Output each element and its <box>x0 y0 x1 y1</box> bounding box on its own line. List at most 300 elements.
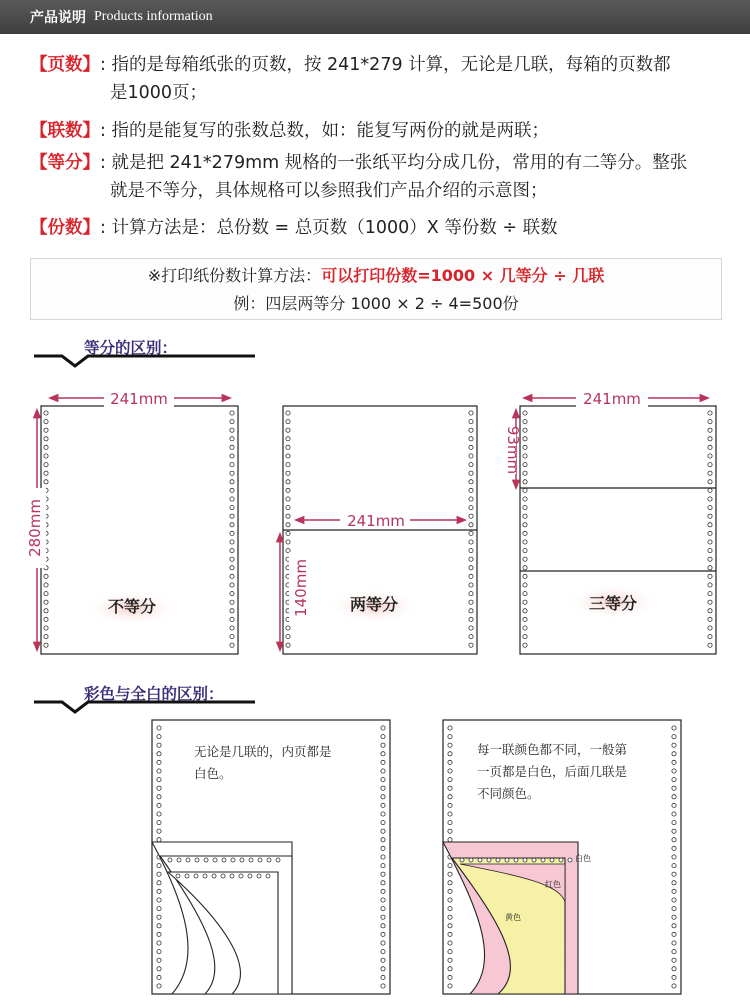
feed-hole <box>157 915 161 919</box>
feed-hole <box>381 812 385 816</box>
feed-hole <box>230 506 234 510</box>
feed-hole <box>157 872 161 876</box>
panel-label: 两等分 <box>349 595 399 614</box>
feed-hole <box>523 437 527 441</box>
feed-hole <box>230 549 234 553</box>
feed-hole <box>672 769 676 773</box>
definition-pages <box>30 51 671 107</box>
feed-hole <box>708 540 712 544</box>
feed-hole <box>496 858 500 862</box>
feed-hole <box>448 812 452 816</box>
feed-hole <box>708 566 712 570</box>
feed-hole <box>194 874 198 878</box>
feed-hole <box>523 523 527 527</box>
formula-example: 例：四层两等分 1000 × 2 ÷ 4=500份 <box>233 294 519 313</box>
feed-hole <box>267 858 271 862</box>
feed-hole <box>672 743 676 747</box>
feed-hole <box>448 760 452 764</box>
feed-hole <box>514 858 518 862</box>
feed-hole <box>708 497 712 501</box>
feed-hole <box>469 523 473 527</box>
feed-hole <box>168 858 172 862</box>
left-note-1: 无论是几联的，内页都是 <box>194 744 332 759</box>
feed-hole <box>523 488 527 492</box>
feed-hole <box>276 858 280 862</box>
feed-hole <box>672 924 676 928</box>
feed-hole <box>708 428 712 432</box>
feed-hole <box>523 480 527 484</box>
panel-label: 三等分 <box>588 594 638 613</box>
feed-hole <box>44 583 48 587</box>
feed-hole <box>523 445 527 449</box>
feed-hole <box>222 858 226 862</box>
feed-hole <box>541 858 545 862</box>
feed-hole <box>230 600 234 604</box>
feed-hole <box>532 858 536 862</box>
feed-hole <box>221 874 225 878</box>
feed-hole <box>708 557 712 561</box>
feed-hole <box>157 889 161 893</box>
feed-hole <box>230 411 234 415</box>
feed-hole <box>157 760 161 764</box>
feed-hole <box>286 506 290 510</box>
feed-hole <box>195 858 199 862</box>
feed-hole <box>381 752 385 756</box>
feed-hole <box>240 858 244 862</box>
feed-hole <box>523 557 527 561</box>
feed-hole <box>44 420 48 424</box>
feed-hole <box>708 549 712 553</box>
feed-hole <box>157 838 161 842</box>
feed-hole <box>157 803 161 807</box>
feed-hole <box>286 497 290 501</box>
feed-hole <box>672 941 676 945</box>
left-note-2: 白色。 <box>194 766 232 781</box>
feed-hole <box>448 743 452 747</box>
right-note-2: 一页都是白色，后面几联是 <box>477 764 628 779</box>
feed-hole <box>708 523 712 527</box>
feed-hole <box>672 786 676 790</box>
feed-hole <box>708 626 712 630</box>
definition-tag: 【页数】 <box>30 55 100 75</box>
feed-hole <box>230 574 234 578</box>
feed-hole <box>286 420 290 424</box>
feed-hole <box>44 574 48 578</box>
feed-hole <box>523 420 527 424</box>
definition-tag: 【联数】 <box>30 121 100 141</box>
feed-hole <box>523 592 527 596</box>
feed-hole <box>523 617 527 621</box>
feed-hole <box>469 635 473 639</box>
feed-hole <box>44 454 48 458</box>
feed-hole <box>448 838 452 842</box>
division-diagrams <box>0 380 750 680</box>
feed-hole <box>157 769 161 773</box>
definition-sep: : <box>100 121 112 141</box>
header-title-cn: 产品说明 <box>30 10 86 26</box>
feed-hole <box>157 778 161 782</box>
feed-hole <box>44 480 48 484</box>
feed-hole <box>672 726 676 730</box>
height-label: 93mm <box>504 425 522 475</box>
feed-hole <box>708 643 712 647</box>
feed-hole <box>708 506 712 510</box>
colored-paper <box>443 720 681 994</box>
feed-hole <box>381 950 385 954</box>
feed-hole <box>672 915 676 919</box>
feed-hole <box>469 574 473 578</box>
feed-hole <box>157 941 161 945</box>
feed-hole <box>448 872 452 876</box>
feed-hole <box>523 540 527 544</box>
definition-text: 指的是每箱纸张的页数，按 241*279 计算，无论是几联，每箱的页数都 <box>111 55 671 75</box>
feed-hole <box>478 858 482 862</box>
feed-hole <box>157 812 161 816</box>
feed-hole <box>708 514 712 518</box>
feed-hole <box>381 967 385 971</box>
feed-hole <box>381 924 385 928</box>
feed-hole <box>523 454 527 458</box>
feed-hole <box>672 864 676 868</box>
feed-hole <box>469 437 473 441</box>
feed-hole <box>157 924 161 928</box>
feed-hole <box>266 874 270 878</box>
definition-sep: : <box>100 218 112 238</box>
feed-hole <box>708 437 712 441</box>
feed-hole <box>523 531 527 535</box>
feed-hole <box>448 907 452 911</box>
feed-hole <box>469 540 473 544</box>
feed-hole <box>286 480 290 484</box>
feed-hole <box>249 858 253 862</box>
feed-hole <box>672 846 676 850</box>
feed-hole <box>469 592 473 596</box>
feed-hole <box>448 726 452 730</box>
feed-hole <box>230 437 234 441</box>
feed-hole <box>286 540 290 544</box>
feed-hole <box>672 795 676 799</box>
panel-undivided <box>26 390 238 654</box>
feed-hole <box>708 445 712 449</box>
feed-hole <box>708 488 712 492</box>
feed-hole <box>239 874 243 878</box>
feed-hole <box>381 735 385 739</box>
formula-line <box>31 262 721 290</box>
feed-hole <box>381 915 385 919</box>
feed-hole <box>44 411 48 415</box>
feed-hole <box>381 760 385 764</box>
feed-hole <box>708 411 712 415</box>
feed-hole <box>448 769 452 773</box>
feed-hole <box>381 855 385 859</box>
definition-text-cont: 是1000页； <box>110 83 208 103</box>
feed-hole <box>286 445 290 449</box>
feed-hole <box>672 881 676 885</box>
feed-hole <box>672 984 676 988</box>
feed-hole <box>672 958 676 962</box>
feed-hole <box>177 858 181 862</box>
feed-hole <box>230 583 234 587</box>
feed-hole <box>523 626 527 630</box>
feed-hole <box>469 566 473 570</box>
feed-hole <box>381 769 385 773</box>
feed-hole <box>230 557 234 561</box>
feed-hole <box>230 514 234 518</box>
height-label: 140mm <box>292 559 310 617</box>
feed-hole <box>230 531 234 535</box>
feed-hole <box>212 874 216 878</box>
feed-hole <box>708 454 712 458</box>
feed-hole <box>44 463 48 467</box>
feed-hole <box>708 592 712 596</box>
feed-hole <box>286 488 290 492</box>
feed-hole <box>672 838 676 842</box>
feed-hole <box>523 600 527 604</box>
feed-hole <box>230 463 234 467</box>
feed-hole <box>448 984 452 988</box>
feed-hole <box>157 975 161 979</box>
feed-hole <box>469 454 473 458</box>
definition-division <box>30 149 687 205</box>
feed-hole <box>204 858 208 862</box>
feed-hole <box>381 907 385 911</box>
feed-hole <box>257 874 261 878</box>
feed-hole <box>286 471 290 475</box>
feed-hole <box>230 480 234 484</box>
definition-plies <box>30 117 549 145</box>
definition-text: 计算方法是：总份数 = 总页数（1000）X 等份数 ÷ 联数 <box>111 218 558 238</box>
feed-hole <box>44 609 48 613</box>
label-yellow: 黄色 <box>505 913 521 922</box>
feed-hole <box>44 635 48 639</box>
feed-hole <box>381 726 385 730</box>
feed-hole <box>708 531 712 535</box>
feed-hole <box>523 583 527 587</box>
feed-hole <box>157 795 161 799</box>
definition-text: 指的是能复写的张数总数，如：能复写两份的就是两联； <box>111 121 549 141</box>
feed-hole <box>230 643 234 647</box>
feed-hole <box>381 795 385 799</box>
feed-hole <box>381 975 385 979</box>
feed-hole <box>186 858 190 862</box>
feed-hole <box>381 778 385 782</box>
feed-hole <box>469 411 473 415</box>
feed-hole <box>157 907 161 911</box>
definition-sep: : <box>100 153 112 173</box>
definition-tag: 【份数】 <box>30 218 100 238</box>
feed-hole <box>230 420 234 424</box>
right-note-3: 不同颜色。 <box>477 786 540 801</box>
feed-hole <box>157 786 161 790</box>
feed-hole <box>230 626 234 630</box>
feed-hole <box>469 420 473 424</box>
feed-hole <box>568 858 572 862</box>
feed-hole <box>448 932 452 936</box>
feed-hole <box>157 821 161 825</box>
feed-hole <box>448 941 452 945</box>
feed-hole <box>286 643 290 647</box>
feed-hole <box>381 743 385 747</box>
feed-hole <box>672 967 676 971</box>
feed-hole <box>248 874 252 878</box>
feed-hole <box>672 821 676 825</box>
definition-tag: 【等分】 <box>30 153 100 173</box>
feed-hole <box>448 864 452 868</box>
feed-hole <box>469 480 473 484</box>
feed-hole <box>381 786 385 790</box>
feed-hole <box>230 592 234 596</box>
feed-hole <box>708 420 712 424</box>
feed-hole <box>550 858 554 862</box>
feed-hole <box>448 881 452 885</box>
feed-hole <box>448 752 452 756</box>
header-title-en: Products information <box>94 9 213 24</box>
feed-hole <box>469 471 473 475</box>
feed-hole <box>381 932 385 936</box>
section-title-division: 等分的区别： <box>84 339 178 357</box>
feed-hole <box>381 838 385 842</box>
feed-hole <box>469 445 473 449</box>
feed-hole <box>157 984 161 988</box>
feed-hole <box>381 803 385 807</box>
feed-hole <box>448 735 452 739</box>
feed-hole <box>381 898 385 902</box>
formula-prefix: ※打印纸份数计算方法： <box>147 266 322 285</box>
feed-hole <box>672 950 676 954</box>
formula-highlight: 可以打印份数=1000 × 几等分 ÷ 几联 <box>321 266 605 285</box>
feed-hole <box>448 975 452 979</box>
section-title-color: 彩色与全白的区别： <box>84 685 224 703</box>
panel-thirds <box>496 390 716 654</box>
width-label: 241mm <box>110 390 168 408</box>
feed-hole <box>231 858 235 862</box>
feed-hole <box>448 803 452 807</box>
all-white-paper <box>152 720 390 994</box>
feed-hole <box>230 566 234 570</box>
feed-hole <box>523 497 527 501</box>
feed-hole <box>230 540 234 544</box>
feed-hole <box>213 858 217 862</box>
feed-hole <box>185 874 189 878</box>
feed-hole <box>523 463 527 467</box>
feed-hole <box>157 735 161 739</box>
feed-hole <box>469 514 473 518</box>
definition-sep: : <box>100 55 112 75</box>
height-label: 280mm <box>26 499 44 557</box>
feed-hole <box>672 872 676 876</box>
feed-hole <box>286 531 290 535</box>
feed-hole <box>672 975 676 979</box>
feed-hole <box>44 617 48 621</box>
feed-hole <box>708 471 712 475</box>
feed-hole <box>523 635 527 639</box>
feed-hole <box>469 488 473 492</box>
feed-hole <box>286 514 290 518</box>
feed-hole <box>448 924 452 928</box>
feed-hole <box>157 967 161 971</box>
feed-hole <box>487 858 491 862</box>
feed-hole <box>381 829 385 833</box>
feed-hole <box>157 958 161 962</box>
feed-hole <box>448 889 452 893</box>
feed-hole <box>448 829 452 833</box>
feed-hole <box>523 428 527 432</box>
feed-hole <box>157 864 161 868</box>
feed-hole <box>448 967 452 971</box>
feed-hole <box>381 881 385 885</box>
definition-copies <box>30 214 558 242</box>
feed-hole <box>44 626 48 630</box>
feed-hole <box>708 635 712 639</box>
feed-hole <box>44 445 48 449</box>
feed-hole <box>469 858 473 862</box>
feed-hole <box>672 752 676 756</box>
feed-hole <box>672 778 676 782</box>
feed-hole <box>381 889 385 893</box>
feed-hole <box>505 858 509 862</box>
feed-hole <box>708 583 712 587</box>
feed-hole <box>672 855 676 859</box>
feed-hole <box>286 454 290 458</box>
feed-hole <box>469 600 473 604</box>
feed-hole <box>523 609 527 613</box>
feed-hole <box>157 743 161 747</box>
definition-text: 就是把 241*279mm 规格的一张纸平均分成几份，常用的有二等分。整张 <box>111 153 688 173</box>
feed-hole <box>523 411 527 415</box>
feed-hole <box>523 858 527 862</box>
feed-hole <box>381 872 385 876</box>
feed-hole <box>44 471 48 475</box>
feed-hole <box>448 821 452 825</box>
feed-hole <box>286 523 290 527</box>
panel-label: 不等分 <box>107 597 157 616</box>
feed-hole <box>230 471 234 475</box>
feed-hole <box>44 643 48 647</box>
feed-hole <box>230 609 234 613</box>
label-red: 红色 <box>545 880 561 889</box>
feed-hole <box>230 874 234 878</box>
feed-hole <box>44 437 48 441</box>
feed-hole <box>469 428 473 432</box>
feed-hole <box>230 635 234 639</box>
feed-hole <box>708 600 712 604</box>
feed-hole <box>157 881 161 885</box>
feed-hole <box>286 635 290 639</box>
feed-hole <box>469 643 473 647</box>
feed-hole <box>381 958 385 962</box>
formula-box <box>30 258 722 320</box>
feed-hole <box>559 858 563 862</box>
feed-hole <box>523 506 527 510</box>
feed-hole <box>258 858 262 862</box>
feed-hole <box>448 795 452 799</box>
feed-hole <box>203 874 207 878</box>
feed-hole <box>523 643 527 647</box>
feed-hole <box>469 463 473 467</box>
feed-hole <box>157 726 161 730</box>
feed-hole <box>176 874 180 878</box>
feed-hole <box>286 463 290 467</box>
feed-hole <box>230 617 234 621</box>
feed-hole <box>448 778 452 782</box>
feed-hole <box>448 950 452 954</box>
feed-hole <box>44 592 48 596</box>
feed-hole <box>157 898 161 902</box>
feed-hole <box>672 907 676 911</box>
feed-hole <box>286 411 290 415</box>
feed-hole <box>157 932 161 936</box>
feed-hole <box>469 549 473 553</box>
